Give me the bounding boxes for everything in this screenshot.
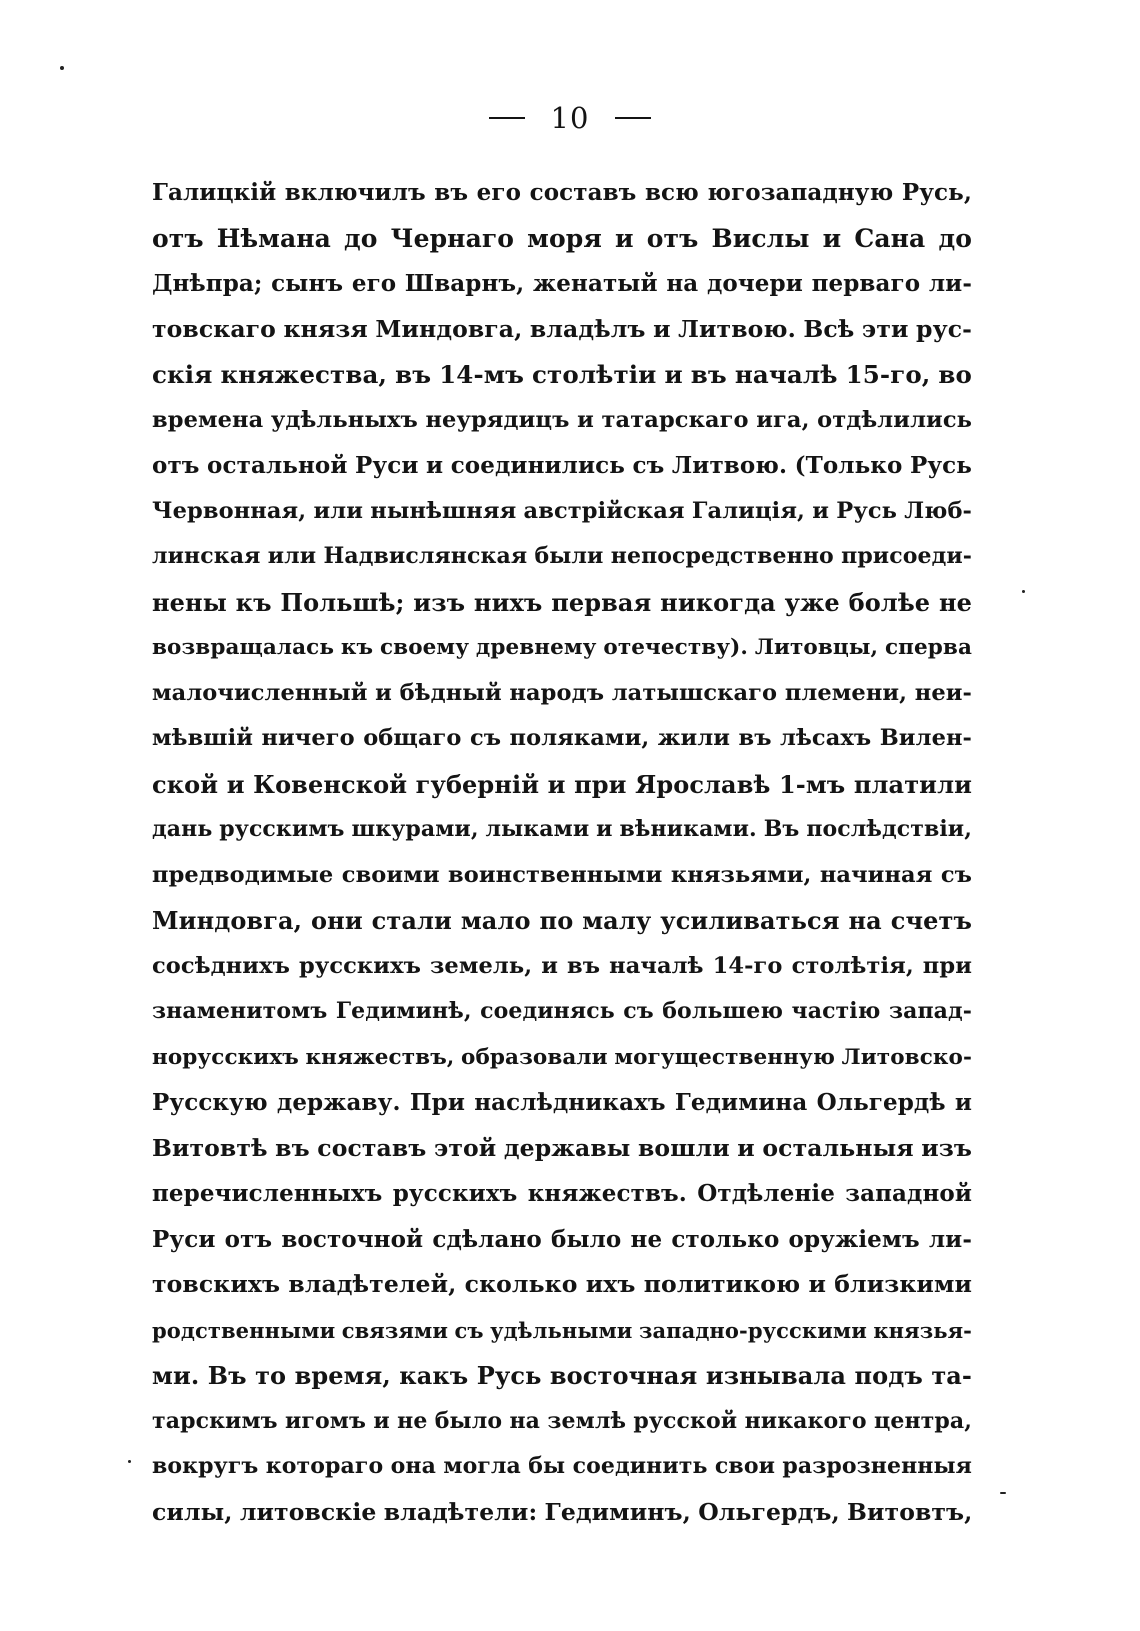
text-line: отъ Нѣмана до Чернаго моря и отъ Вислы и Сана до bbox=[152, 223, 972, 253]
text-line: времена удѣльныхъ неурядицъ и татарскаго ига, отдѣлились bbox=[152, 406, 972, 433]
page-number: 10 bbox=[550, 101, 590, 135]
body-text bbox=[152, 170, 972, 1535]
text-line: товскихъ владѣтелей, сколько ихъ политикою и близкими bbox=[152, 1270, 972, 1298]
text-line: Русскую державу. При наслѣдникахъ Гедимина Ольгердѣ и bbox=[152, 1089, 972, 1116]
text-line: Галицкій включилъ въ его составъ всю югозападную Русь, bbox=[152, 179, 972, 206]
text-line: вокругъ котораго она могла бы соединить свои разрозненныя bbox=[152, 1453, 972, 1479]
text-line: ской и Ковенской губерній и при Ярославѣ 1-мъ платили bbox=[152, 769, 972, 799]
text-line: норусскихъ княжествъ, образовали могущественную Литовско- bbox=[152, 1044, 972, 1070]
text-line: перечисленныхъ русскихъ княжествъ. Отдѣленіе западной bbox=[152, 1180, 972, 1207]
text-line: Витовтѣ въ составъ этой державы вошли и остальныя изъ bbox=[152, 1133, 972, 1162]
page-number-dash-right bbox=[615, 117, 651, 119]
text-line: дань русскимъ шкурами, лыками и вѣниками. Въ послѣдствіи, bbox=[152, 816, 972, 842]
text-line: ми. Въ то время, какъ Русь восточная изнывала подъ та- bbox=[152, 1361, 972, 1390]
text-line: родственными связями съ удѣльными западно-русскими князья- bbox=[152, 1317, 972, 1343]
page-number-header bbox=[0, 98, 1140, 138]
text-line: Руси отъ восточной сдѣлано было не столько оружіемъ ли- bbox=[152, 1225, 972, 1253]
text-line: отъ остальной Руси и соединились съ Литвою. (Только Русь bbox=[152, 452, 972, 479]
text-line: знаменитомъ Гедиминѣ, соединясь съ большею частію запад- bbox=[152, 998, 972, 1024]
text-line: мѣвшій ничего общаго съ поляками, жили въ лѣсахъ Вилен- bbox=[152, 725, 972, 751]
text-line: Миндовга, они стали мало по малу усиливаться на счетъ bbox=[152, 906, 972, 935]
text-line: Днѣпра; сынъ его Шварнъ, женатый на дочери перваго ли- bbox=[152, 270, 972, 297]
page-number-dash-left bbox=[489, 117, 525, 119]
text-line: линская или Надвислянская были непосредственно присоеди- bbox=[152, 543, 972, 569]
text-line: малочисленный и бѣдный народъ латышскаго племени, неи- bbox=[152, 679, 972, 706]
text-line: скія княжества, въ 14-мъ столѣтіи и въ началѣ 15-го, во bbox=[152, 360, 972, 389]
text-line: возвращалась къ своему древнему отечеству). Литовцы, сперва bbox=[152, 635, 972, 660]
scan-speck bbox=[1022, 590, 1025, 593]
scan-speck bbox=[128, 1460, 131, 1463]
text-line: нены къ Польшѣ; изъ нихъ первая никогда уже болѣе не bbox=[152, 587, 972, 617]
scan-speck bbox=[60, 66, 64, 70]
text-line: сосѣднихъ русскихъ земель, и въ началѣ 14-го столѣтія, при bbox=[152, 952, 972, 979]
text-line: предводимые своими воинственными князьями, начиная съ bbox=[152, 861, 972, 888]
text-line: силы, литовскіе владѣтели: Гедиминъ, Ольгердъ, Витовтъ, bbox=[152, 1497, 973, 1526]
scan-speck bbox=[1000, 1492, 1006, 1494]
text-line: тарскимъ игомъ и не было на землѣ русской никакого центра, bbox=[152, 1407, 972, 1434]
text-line: Червонная, или нынѣшняя австрійская Галиція, и Русь Люб- bbox=[152, 497, 972, 524]
text-line: товскаго князя Миндовга, владѣлъ и Литвою. Всѣ эти рус- bbox=[152, 314, 972, 343]
